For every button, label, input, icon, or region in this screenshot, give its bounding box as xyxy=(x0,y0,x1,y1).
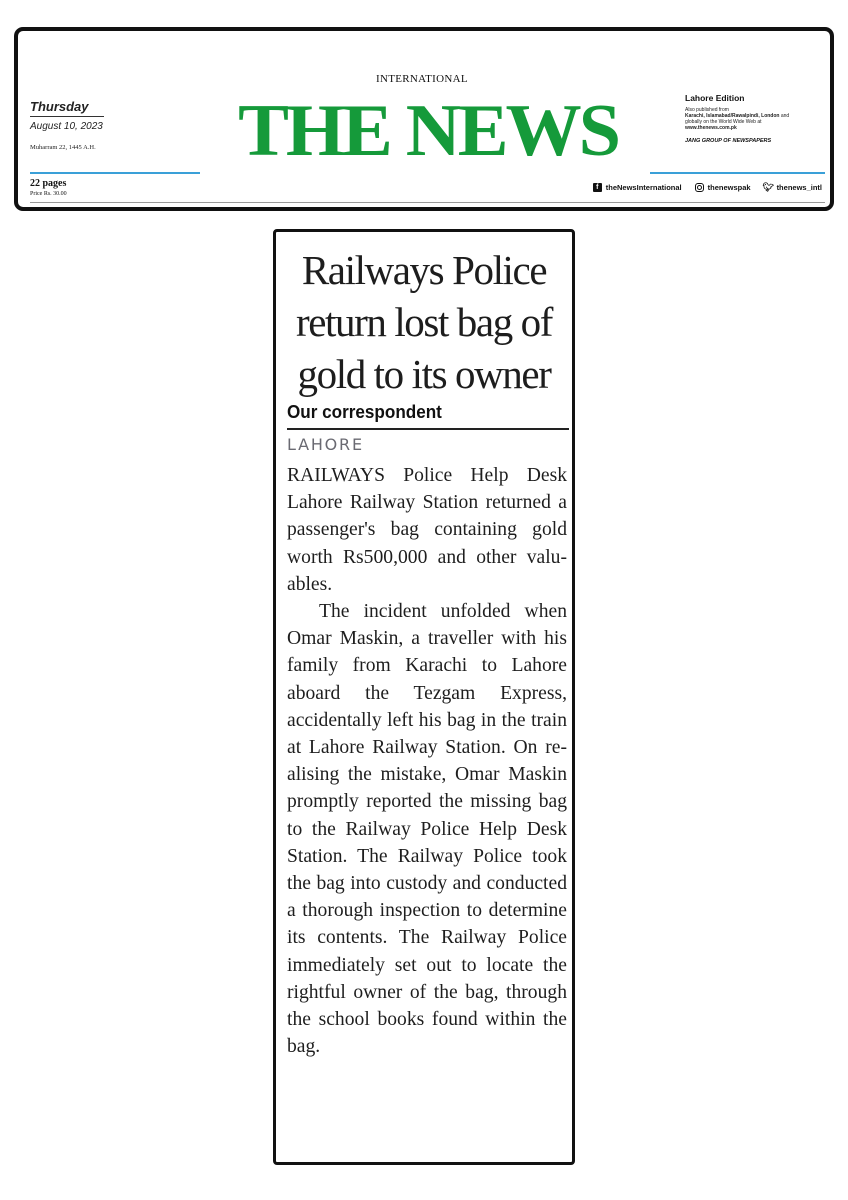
edition-label: Lahore Edition xyxy=(685,93,745,103)
social-instagram[interactable] xyxy=(695,183,751,192)
international-label: INTERNATIONAL xyxy=(376,73,468,85)
published-cities: Karachi, Islamabad/Rawalpindi, London xyxy=(685,113,780,119)
newspaper-logo: THE NEWS xyxy=(238,90,618,172)
headline-line: return lost bag of xyxy=(295,299,553,345)
headline-line: Railways Police xyxy=(301,247,547,293)
published-from-label: Also published from xyxy=(685,107,729,113)
headline-line: gold to its owner xyxy=(297,351,551,397)
facebook-icon: f xyxy=(593,183,602,192)
social-twitter[interactable] xyxy=(764,183,822,192)
website: www.thenews.com.pk xyxy=(685,125,737,131)
edition-block xyxy=(685,93,825,144)
masthead xyxy=(14,27,834,211)
byline-rule xyxy=(287,428,569,430)
instagram-handle: thenewspak xyxy=(707,183,751,192)
masthead-date-block xyxy=(30,99,106,151)
page-count: 22 pages xyxy=(30,178,67,189)
social-facebook[interactable] xyxy=(593,183,682,192)
paragraph: The incident unfolded when Omar Maskin, a traveller with his family from Karachi to Lahore aboard the Tezgam Express, accidentally left his bag in the train at Lahore Railway Station. On realising the mistake, Omar Maskin promptly reported the missing bag to the Railway Police Help Desk Station. The Railway Police took the bag into custody and conducted a thorough inspection to determine its contents. The Railway Police immediately set out to locate the rightful owner of the bag, through the school books found within the bag. xyxy=(287,601,567,1058)
article-body xyxy=(287,462,567,1060)
group-name: JANG GROUP OF NEWSPAPERS xyxy=(685,138,772,144)
masthead-bottom-rule xyxy=(30,202,825,203)
masthead-rule-right xyxy=(650,172,825,174)
headline xyxy=(276,244,572,400)
hijri-date: Muharram 22, 1445 A.H. xyxy=(30,144,96,151)
price: Price Rs. 30.00 xyxy=(30,191,67,197)
masthead-rule-left xyxy=(30,172,200,174)
published-and: and xyxy=(780,113,790,119)
paragraph: RAILWAYS Police Help Desk Lahore Railway Station returned a passenger's bag containing gold worth Rs500,000 and other valuables. xyxy=(287,465,567,595)
dateline: LAHORE xyxy=(287,435,364,454)
social-links xyxy=(593,183,822,192)
gregorian-date: August 10, 2023 xyxy=(30,121,103,132)
published-from xyxy=(685,107,825,131)
byline: Our correspondent xyxy=(287,402,442,422)
published-web: globally on the World Wide Web at xyxy=(685,119,762,125)
twitter-icon: 🐦︎ xyxy=(762,182,774,192)
facebook-handle: theNewsInternational xyxy=(605,183,682,192)
twitter-handle: thenews_intl xyxy=(776,183,822,192)
instagram-icon xyxy=(695,183,704,192)
weekday-rule xyxy=(30,116,104,117)
news-article xyxy=(273,229,575,1165)
weekday: Thursday xyxy=(30,99,89,114)
